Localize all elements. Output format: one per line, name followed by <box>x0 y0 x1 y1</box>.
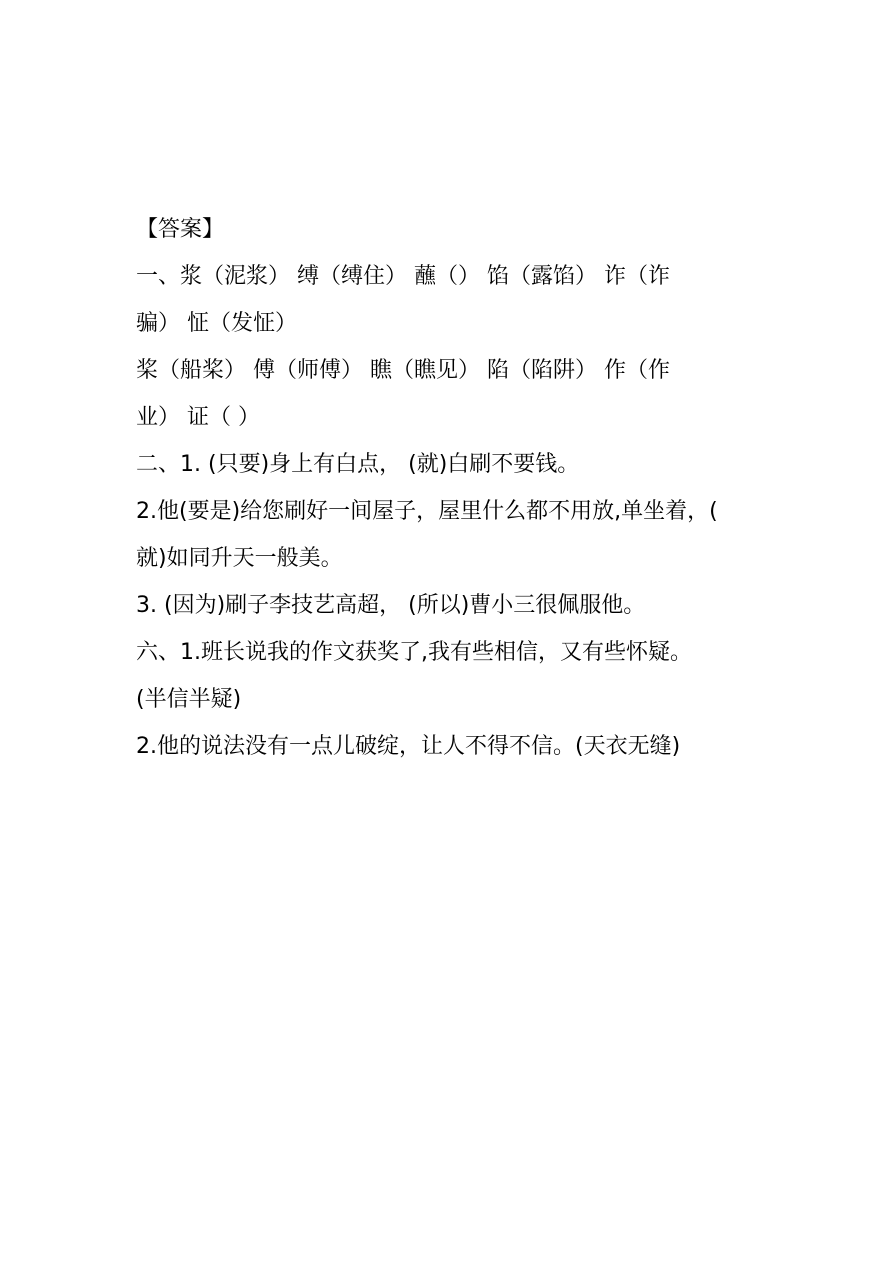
answer-line: (半信半疑) <box>136 687 242 712</box>
answer-line: 业） 证（ ） <box>136 405 260 430</box>
answer-line: 就)如同升天一般美。 <box>136 546 343 571</box>
answer-line: 3. (因为)刷子李技艺高超， (所以)曹小三很佩服他。 <box>136 593 646 618</box>
answer-line: 2.他的说法没有一点儿破绽，让人不得不信。(天衣无缝) <box>136 734 681 759</box>
answer-line: 桨（船桨） 傅（师傅） 瞧（瞧见） 陷（陷阱） 作（作 <box>136 358 670 383</box>
answer-line: 一、浆（泥浆） 缚（缚住） 蘸（） 馅（露馅） 诈（诈 <box>136 264 670 289</box>
answer-line: 2.他(要是)给您刷好一间屋子，屋里什么都不用放,单坐着，( <box>136 499 718 524</box>
answer-line: 骗） 怔（发怔） <box>136 311 297 336</box>
answer-title: 【答案】 <box>136 217 225 242</box>
answer-section <box>136 206 758 770</box>
answer-line: 二、1. (只要)身上有白点， (就)白刷不要钱。 <box>136 452 580 477</box>
answer-line: 六、1.班长说我的作文获奖了,我有些相信，又有些怀疑。 <box>136 640 692 665</box>
